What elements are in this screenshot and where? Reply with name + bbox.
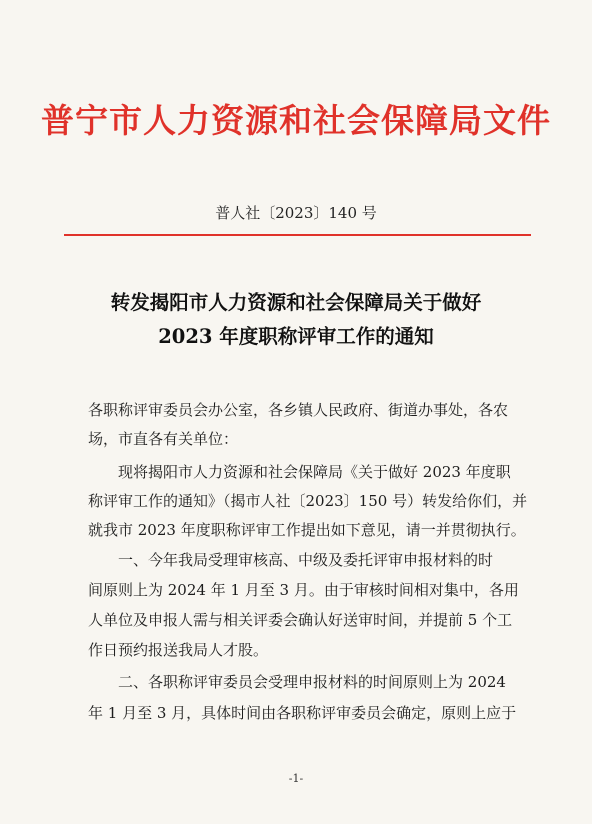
body-line: 间原则上为 2024 年 1 月至 3 月。由于审核时间相对集中，各用 (88, 581, 519, 599)
body-line: 现将揭阳市人力资源和社会保障局《关于做好 2023 年度职 (88, 463, 511, 481)
notice-title (40, 286, 552, 354)
body-line: 称评审工作的通知》（揭市人社〔2023〕150 号）转发给你们，并 (88, 492, 528, 510)
body-line: 一、今年我局受理审核高、中级及委托评审申报材料的时 (88, 551, 494, 569)
body-line: 场，市直各有关单位： (88, 430, 239, 448)
issuing-organization-title: 普宁市人力资源和社会保障局文件 (41, 101, 551, 140)
body-line: 年 1 月至 3 月，具体时间由各职称评审委员会确定，原则上应于 (88, 704, 517, 722)
red-divider-line (64, 234, 531, 236)
body-line: 作日预约报送我局人才股。 (88, 641, 269, 659)
page-number: -1- (288, 772, 304, 785)
notice-title-line-2: 2023 年度职称评审工作的通知 (158, 325, 434, 348)
document-number: 普人社〔2023〕140 号 (215, 204, 377, 222)
body-line: 各职称评审委员会办公室，各乡镇人民政府、街道办事处，各农 (88, 401, 509, 419)
body-line: 人单位及申报人需与相关评委会确认好送审时间，并提前 5 个工 (88, 611, 513, 629)
notice-title-line-1: 转发揭阳市人力资源和社会保障局关于做好 (110, 291, 482, 314)
body-line: 二、各职称评审委员会受理申报材料的时间原则上为 2024 (88, 673, 506, 691)
body-line: 就我市 2023 年度职称评审工作提出如下意见，请一并贯彻执行。 (88, 521, 526, 539)
